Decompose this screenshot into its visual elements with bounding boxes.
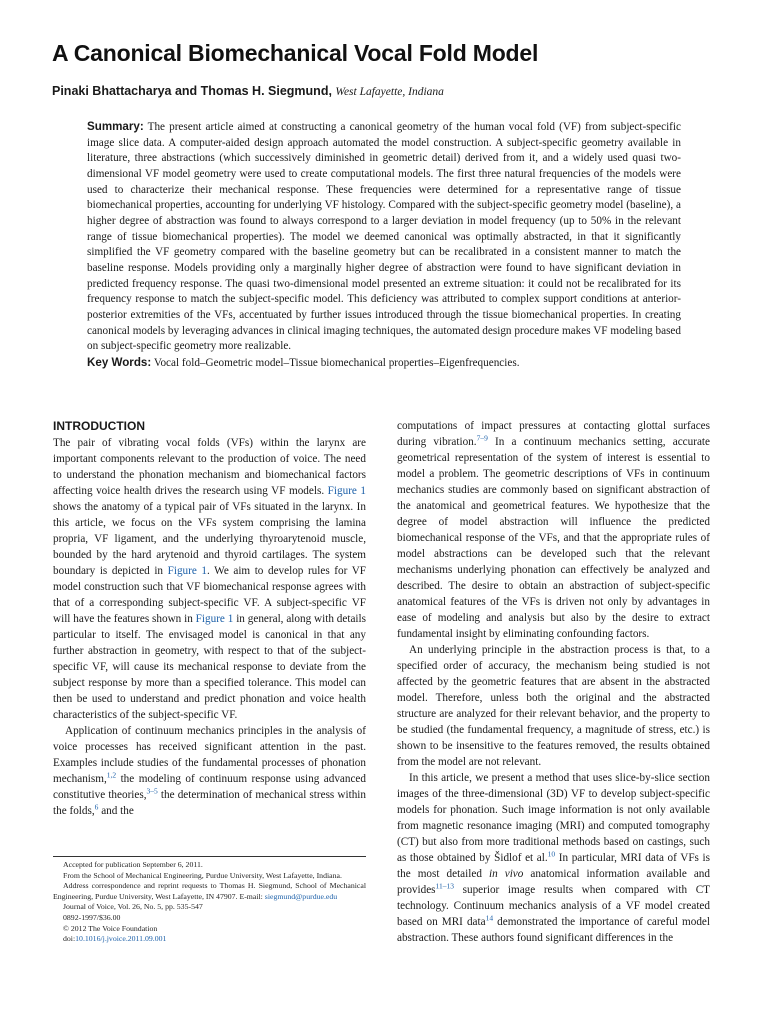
text-run: shows the anatomy of a typical pair of VFs situated in the larynx. In this article, we focus on the VFs system comprising the lamina propria, VF ligament, and the underlying thyroarytenoid muscle, bounded by the hard arytenoid and thyroid cartilages. The system boundary is depicted in [53, 501, 366, 577]
footnote-issn: 0892-1997/$36.00 [63, 912, 121, 922]
footnote-doi [53, 934, 366, 945]
paragraph [53, 723, 366, 819]
summary-text: The present article aimed at constructing a canonical geometry of the human vocal fold (VF) from subject-specific image slice data. A computer-aided design approach automated the model construction. A subject-specific geometry available in literature, three abstractions (which successively diminished in geometric detail) derived from it, and a widely used quasi two-dimensional VF model geometry were used to create computational models. The first three natural frequencies of the models were used to characterize their mechanical response. These frequencies were determined for a representative range of tissue biomechanical properties, accounting for underlying VF histology. Compared with the subject-specific geometry model (baseline), a higher degree of abstraction was found to always correspond to a larger deviation in model frequency (up to 50% in the relevant range of tissue biomechanical properties). The model we deemed canonical was optimally abstracted, in that it significantly simplified the VF geometry compared with the baseline geometry but can be recalibrated in a consistent manner to match the baseline response. Models providing only a marginally higher degree of abstraction were found to have significant deviation in predicted frequency response. The quasi two-dimensional model presented an extreme situation: it could not be recalibrated for its frequency response to match the subject-specific model. This deficiency was attributed to complex support conditions at anterior-posterior extremities of the VFs, accentuated by further issues introduced through the tissue biomechanical properties. In creating canonical models by leveraging advances in clinical imaging techniques, the automated design procedure makes VF modeling based on subject-specific geometry more realizable. [87, 121, 681, 353]
reference-link[interactable]: 10 [547, 849, 556, 859]
text-run: demonstrated the importance of careful model abstraction. These authors found significant differences in the [397, 916, 711, 944]
email-link[interactable]: siegmund@purdue.edu [264, 891, 338, 901]
figure-link[interactable]: Figure 1 [167, 565, 207, 577]
footnote-accepted: Accepted for publication September 6, 2011. [63, 860, 203, 869]
footnote-journal: Journal of Voice, Vol. 26, No. 5, pp. 535-547 [63, 902, 203, 912]
reference-link[interactable]: 6 [94, 802, 99, 812]
reference-link[interactable]: 1,2 [106, 770, 117, 780]
keywords-label: Key Words: [87, 355, 152, 369]
text-run-italic: in vivo [488, 868, 524, 880]
text-run: The pair of vibrating vocal folds (VFs) within the larynx are important components relevant to the production of voice. The need to understand the phonation mechanism and biomechanical factors affecting voice health drives the research using VF models. [53, 437, 366, 497]
reference-link[interactable]: 11–13 [435, 881, 455, 891]
reference-link[interactable]: 3–5 [146, 786, 158, 796]
footnote-affiliation: From the School of Mechanical Engineering, Purdue University, West Lafayette, Indiana. [63, 870, 342, 880]
left-column [53, 418, 366, 819]
text-run: Application of continuum mechanics principles in the analysis of voice processes has received significant attention in the past. Examples include studies of the fundamental processes of phonation mechanism, [53, 725, 366, 785]
abstract-block [87, 119, 681, 372]
text-run: In this article, we present a method that uses slice-by-slice section images of the three-dimensional (3D) VF to develop subject-specific models for phonation. Such image information is not only available from magnetic resonance imaging (MRI) and computed tomography (CT) but also from more traditional methods based on castings, such as those obtained by Šidlof et al. [397, 772, 710, 864]
text-run: superior image results when compared with CT technology. Continuum mechanics analysis of a VF model created based on MRI data [397, 884, 710, 928]
figure-link[interactable]: Figure 1 [327, 485, 367, 497]
text-run: anatomical information available and provides [397, 868, 710, 896]
footnote-address [53, 881, 366, 902]
text-run: . We aim to develop rules for VF model construction such that VF biomechanical response agrees with that of a corresponding subject-specific VF. A subject-specific VF will have the features shown in [53, 565, 366, 625]
paragraph: An underlying principle in the abstraction process is that, to a specified order of accuracy, the mechanism being studied is not affected by the geometric features that are absent in the abstracted model. Therefore, unless both the original and the abstracted structure are analyzed for their relevant behavior, and the property to be studied (the fundamental frequency, a magnitude of stress, etc.) is shown to be insensitive to the features removed, the results obtained from the model are not relevant. [397, 644, 710, 768]
text-run: In a continuum mechanics setting, accurate geometrical representation of the system of interest is essential to model a problem. The geometric descriptions of VFs in continuum mechanics studies are commonly based on significant abstraction of the anatomical and geometrical features. We hypothesize that the degree of model abstraction will influence the predicted biomechanical response of the VFs, and that the appropriate rules of model abstractions can be developed such that the relevant mechanisms underlying phonation can effectively be analyzed and described. The desire to obtain an abstraction of subject-specific anatomical features of the VFs is driven not only by advantages in ease of modeling and analysis but also by the desire to extract fundamental insight by eliminating confounding factors. [397, 436, 710, 640]
section-heading-introduction: INTRODUCTION [53, 419, 145, 433]
reference-link[interactable]: 7–9 [476, 433, 488, 443]
paragraph [53, 435, 366, 723]
affiliation: West Lafayette, Indiana [335, 86, 444, 98]
author-line [52, 84, 732, 98]
text-run: Address correspondence and reprint requests to Thomas H. Siegmund, School of Mechanical Engineering, Purdue University, West Lafayette, IN 47907. E-mail: [53, 881, 366, 901]
footnote-copyright: © 2012 The Voice Foundation [63, 923, 158, 933]
text-run: In particular, MRI data of VFs is the most detailed [397, 852, 710, 880]
paragraph [397, 770, 710, 946]
paragraph [397, 418, 710, 642]
doi-link[interactable]: 10.1016/j.jvoice.2011.09.001 [75, 934, 167, 944]
keywords [87, 355, 681, 372]
text-run: computations of impact pressures at contacting glottal surfaces during vibration. [397, 420, 710, 448]
reference-link[interactable]: 14 [485, 913, 494, 923]
right-column [397, 418, 710, 946]
footnotes [53, 856, 366, 945]
text-run: doi: [63, 934, 76, 944]
text-run: and the [101, 805, 134, 817]
summary-label: Summary: [87, 120, 144, 133]
keywords-text: Vocal fold–Geometric model–Tissue biomechanical properties–Eigenfrequencies. [153, 356, 520, 369]
text-run: the determination of mechanical stress within the folds, [53, 789, 366, 817]
text-run: in general, along with details particular to itself. The envisaged model is canonical in that any further abstraction in geometry, with respect to that of the subject-specific VF, will cause its mechanical response to deviate from the subject response by more than a specified tolerance. This model can then be used to understand and predict phonation and voice health characteristics of the subject-specific VF. [53, 613, 367, 721]
figure-link[interactable]: Figure 1 [195, 613, 234, 625]
authors: Pinaki Bhattacharya and Thomas H. Siegmund, [52, 84, 332, 98]
paper-title: A Canonical Biomechanical Vocal Fold Model [52, 40, 539, 66]
text-run: the modeling of continuum response using advanced constitutive theories, [53, 773, 366, 801]
